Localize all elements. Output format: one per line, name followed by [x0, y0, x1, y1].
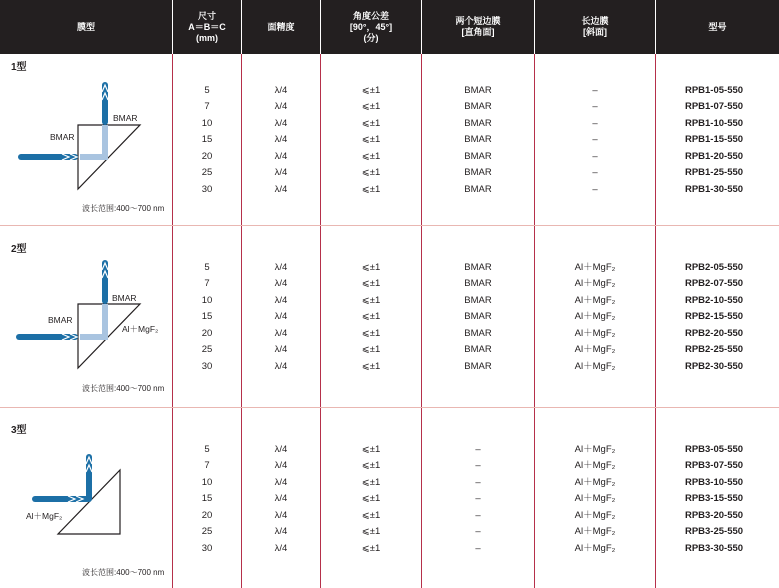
cell-model: RPB1-25-550: [684, 167, 744, 178]
cell-long-film: Al＋MgF₂: [574, 361, 616, 372]
header-long-film: 长边膜 [斜面]: [581, 16, 609, 37]
cell-short-film: BMAR: [464, 344, 492, 355]
beam-inside-vertical: [102, 125, 108, 160]
cell-angle: ⩽±1: [361, 184, 381, 195]
header-model: 型号: [708, 21, 727, 32]
cell-long-film: –: [592, 184, 598, 195]
cell-model: RPB3-25-550: [684, 526, 744, 537]
cell-size: 10: [201, 118, 213, 129]
cell-model: RPB2-15-550: [684, 311, 744, 322]
cell-short-film: –: [475, 526, 481, 537]
cell-short-film: –: [475, 543, 481, 554]
cell-long-film: –: [592, 151, 598, 162]
cell-flatness: λ/4: [274, 543, 288, 554]
cell-long-film: –: [592, 118, 598, 129]
cell-model: RPB1-07-550: [684, 101, 744, 112]
cell-flatness: λ/4: [274, 278, 288, 289]
cell-flatness: λ/4: [274, 151, 288, 162]
cell-flatness: λ/4: [274, 493, 288, 504]
cell-long-film: Al＋MgF₂: [574, 543, 616, 554]
cell-long-film: –: [592, 101, 598, 112]
cell-long-film: Al＋MgF₂: [574, 444, 616, 455]
cell-angle: ⩽±1: [361, 311, 381, 322]
cell-short-film: BMAR: [464, 167, 492, 178]
cell-model: RPB2-10-550: [684, 295, 744, 306]
cell-long-film: Al＋MgF₂: [574, 262, 616, 273]
cell-angle: ⩽±1: [361, 134, 381, 145]
cell-model: RPB2-07-550: [684, 278, 744, 289]
diagram-label-coating: Al＋MgF₂: [26, 511, 63, 521]
cell-flatness: λ/4: [274, 262, 288, 273]
cell-short-film: BMAR: [464, 295, 492, 306]
cell-angle: ⩽±1: [361, 361, 381, 372]
column-divider: [172, 54, 173, 588]
cell-size: 25: [201, 344, 213, 355]
table-header: [0, 0, 779, 54]
wavelength-range-type3: 波长范围:400～700 nm: [82, 568, 165, 577]
cell-size: 30: [201, 184, 213, 195]
wavelength-range-type2: 波长范围:400～700 nm: [82, 384, 165, 393]
cell-angle: ⩽±1: [361, 493, 381, 504]
cell-size: 15: [201, 493, 213, 504]
cell-model: RPB3-15-550: [684, 493, 744, 504]
cell-flatness: λ/4: [274, 295, 288, 306]
beam-inside-vertical: [102, 304, 108, 340]
cell-long-film: Al＋MgF₂: [574, 460, 616, 471]
cell-angle: ⩽±1: [361, 460, 381, 471]
cell-model: RPB2-20-550: [684, 328, 744, 339]
section-label-type2: 2型: [11, 244, 27, 255]
cell-model: RPB3-10-550: [684, 477, 744, 488]
cell-size: 30: [201, 361, 213, 372]
cell-flatness: λ/4: [274, 184, 288, 195]
cell-short-film: BMAR: [464, 118, 492, 129]
cell-angle: ⩽±1: [361, 85, 381, 96]
cell-angle: ⩽±1: [361, 262, 381, 273]
cell-short-film: BMAR: [464, 328, 492, 339]
header-short-film: 两个短边膜 [直角面]: [455, 16, 501, 37]
cell-model: RPB1-10-550: [684, 118, 744, 129]
cell-angle: ⩽±1: [361, 167, 381, 178]
diagram-label-coating: Al＋MgF₂: [122, 324, 159, 334]
cell-flatness: λ/4: [274, 444, 288, 455]
cell-angle: ⩽±1: [361, 101, 381, 112]
cell-long-film: Al＋MgF₂: [574, 295, 616, 306]
cell-size: 7: [204, 101, 210, 112]
prism-diagram-type1: [0, 54, 172, 224]
cell-model: RPB1-30-550: [684, 184, 744, 195]
cell-size: 30: [201, 543, 213, 554]
cell-flatness: λ/4: [274, 101, 288, 112]
cell-angle: ⩽±1: [361, 526, 381, 537]
cell-size: 5: [204, 262, 210, 273]
cell-flatness: λ/4: [274, 510, 288, 521]
header-film-type: 膜型: [76, 21, 95, 32]
cell-angle: ⩽±1: [361, 118, 381, 129]
cell-angle: ⩽±1: [361, 278, 381, 289]
cell-size: 5: [204, 85, 210, 96]
cell-long-film: Al＋MgF₂: [574, 493, 616, 504]
cell-size: 7: [204, 278, 210, 289]
cell-model: RPB2-05-550: [684, 262, 744, 273]
cell-flatness: λ/4: [274, 118, 288, 129]
incident-beam: [32, 496, 90, 502]
prism-diagram-type2: [0, 226, 172, 406]
cell-long-film: Al＋MgF₂: [574, 477, 616, 488]
cell-angle: ⩽±1: [361, 477, 381, 488]
cell-long-film: Al＋MgF₂: [574, 510, 616, 521]
cell-size: 15: [201, 311, 213, 322]
cell-angle: ⩽±1: [361, 328, 381, 339]
cell-angle: ⩽±1: [361, 151, 381, 162]
cell-short-film: BMAR: [464, 361, 492, 372]
cell-short-film: –: [475, 477, 481, 488]
cell-model: RPB2-25-550: [684, 344, 744, 355]
cell-short-film: BMAR: [464, 278, 492, 289]
cell-short-film: –: [475, 444, 481, 455]
section-label-type3: 3型: [11, 425, 27, 436]
cell-model: RPB2-30-550: [684, 361, 744, 372]
cell-long-film: –: [592, 134, 598, 145]
cell-short-film: BMAR: [464, 151, 492, 162]
cell-flatness: λ/4: [274, 134, 288, 145]
header-angle: 角度公差 [90°，45°] (分): [349, 10, 393, 43]
cell-short-film: –: [475, 460, 481, 471]
cell-short-film: BMAR: [464, 262, 492, 273]
cell-long-film: Al＋MgF₂: [574, 278, 616, 289]
cell-model: RPB1-20-550: [684, 151, 744, 162]
cell-model: RPB3-07-550: [684, 460, 744, 471]
cell-angle: ⩽±1: [361, 543, 381, 554]
diagram-label-bmar-left: BMAR: [48, 315, 73, 325]
diagram-label-bmar-top: BMAR: [113, 113, 138, 123]
cell-angle: ⩽±1: [361, 444, 381, 455]
cell-angle: ⩽±1: [361, 344, 381, 355]
cell-flatness: λ/4: [274, 526, 288, 537]
cell-short-film: BMAR: [464, 184, 492, 195]
cell-model: RPB3-05-550: [684, 444, 744, 455]
cell-flatness: λ/4: [274, 85, 288, 96]
cell-size: 25: [201, 526, 213, 537]
cell-flatness: λ/4: [274, 344, 288, 355]
cell-size: 7: [204, 460, 210, 471]
cell-flatness: λ/4: [274, 361, 288, 372]
cell-long-film: Al＋MgF₂: [574, 344, 616, 355]
cell-size: 5: [204, 444, 210, 455]
cell-model: RPB3-20-550: [684, 510, 744, 521]
cell-flatness: λ/4: [274, 167, 288, 178]
cell-size: 25: [201, 167, 213, 178]
cell-flatness: λ/4: [274, 460, 288, 471]
prism-diagram-type3: [0, 408, 172, 588]
cell-long-film: Al＋MgF₂: [574, 526, 616, 537]
cell-short-film: BMAR: [464, 134, 492, 145]
cell-short-film: BMAR: [464, 85, 492, 96]
cell-long-film: Al＋MgF₂: [574, 311, 616, 322]
cell-long-film: Al＋MgF₂: [574, 328, 616, 339]
cell-long-film: –: [592, 85, 598, 96]
cell-flatness: λ/4: [274, 477, 288, 488]
cell-short-film: BMAR: [464, 101, 492, 112]
cell-size: 20: [201, 151, 213, 162]
diagram-label-bmar-left: BMAR: [50, 132, 75, 142]
cell-size: 15: [201, 134, 213, 145]
cell-model: RPB3-30-550: [684, 543, 744, 554]
cell-size: 20: [201, 328, 213, 339]
cell-model: RPB1-15-550: [684, 134, 744, 145]
cell-short-film: –: [475, 493, 481, 504]
cell-model: RPB1-05-550: [684, 85, 744, 96]
cell-short-film: BMAR: [464, 311, 492, 322]
wavelength-range-type1: 波长范围:400～700 nm: [82, 204, 165, 213]
cell-short-film: –: [475, 510, 481, 521]
section-label-type1: 1型: [11, 62, 27, 73]
header-flatness: 面精度: [267, 21, 295, 32]
cell-long-film: –: [592, 167, 598, 178]
cell-size: 10: [201, 295, 213, 306]
cell-angle: ⩽±1: [361, 295, 381, 306]
header-size: 尺寸 A＝B＝C (mm): [188, 10, 226, 43]
cell-angle: ⩽±1: [361, 510, 381, 521]
cell-size: 20: [201, 510, 213, 521]
cell-flatness: λ/4: [274, 328, 288, 339]
cell-flatness: λ/4: [274, 311, 288, 322]
diagram-label-bmar-top: BMAR: [112, 293, 137, 303]
cell-size: 10: [201, 477, 213, 488]
